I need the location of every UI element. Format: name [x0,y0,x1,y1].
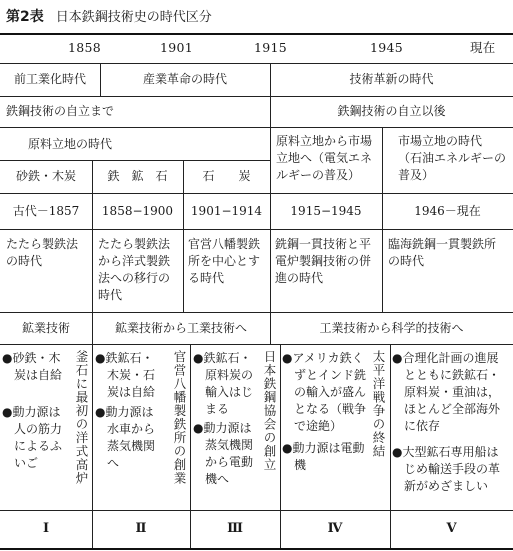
text-line: 木炭・石 [95,368,156,382]
text-line: 新がめざましい [392,479,489,493]
rule [0,63,513,64]
text-line: 法への移行の [98,271,171,285]
tech-industrial-to-scientific: 工業技術から科学的技術へ [319,321,464,335]
detail-5-bullet-1 [392,350,500,435]
divider [92,344,93,548]
text-line: 機へ [193,472,230,486]
text-line: たたら製鉄法 [6,237,79,251]
material-coal: 石 炭 [202,169,251,183]
text-line: 時代 [98,288,123,302]
text-line: ルギーの普及） [276,168,361,182]
text-line: で途絶） [282,419,343,433]
text-line: となる（戦争 [282,402,367,416]
rule [0,193,513,194]
era-preindustrial: 前工業化時代 [13,72,86,86]
text-line: 炭は自給 [95,385,156,399]
text-line: ●大型鉱石専用船は [392,445,499,459]
divider [270,63,271,312]
event-iron-steel-institute: 日本鉄鋼協会の創立 [262,350,277,472]
event-kamaishi: 釜石に最初の洋式高炉 [74,350,89,485]
text-line: まる [193,402,230,416]
text-line: 官営八幡製鉄 [188,237,261,251]
text-line: 人の筋力 [2,422,63,436]
text-line: ●動力源は [2,405,61,419]
table-title [6,6,212,26]
text-line: 原料炭・重油は， [392,385,501,399]
period-numeral-5: Ⅴ [446,521,457,536]
event-war-end: 太平洋戦争の終結 [371,350,386,458]
independence-before: 鉄鋼技術の自立まで [6,104,115,118]
detail-4-bullet-2 [282,440,364,474]
text-line: ●砂鉄・木 [2,351,61,365]
text-line: 炭は自給 [2,368,63,382]
text-line: 普及） [398,168,435,182]
rule [0,510,513,511]
material-ironsand-charcoal: 砂鉄・木炭 [15,169,76,183]
method-1 [6,236,78,270]
text-line: 立地へ（電気エネ [276,151,373,165]
text-line: る時代 [188,271,225,285]
detail-1-bullet-1 [2,350,62,384]
tech-mining: 鉱業技術 [21,321,70,335]
independence-after: 鉄鋼技術の自立以後 [337,104,446,118]
detail-3-bullet-2 [193,420,253,488]
text-line: ●動力源は [193,421,252,435]
era-innovation: 技術革新の時代 [349,72,434,86]
method-2 [98,236,170,304]
rule-top [0,33,513,35]
year-label: 1858 [68,40,102,55]
rule [0,160,270,161]
text-line: に依存 [392,419,441,433]
raw-material-location: 原料立地の時代 [28,137,113,151]
text-line: 銑鋼一貫技術と平 [275,237,372,251]
period-numeral-4: Ⅳ [327,521,343,536]
text-line: 蒸気機関 [95,439,156,453]
detail-2-bullet-2 [95,404,155,472]
period-1: 古代－1857 [12,204,80,218]
divider [190,344,191,548]
market-location [398,133,506,184]
text-line: ●鉄鉱石・ [95,351,154,365]
text-line: いご [2,456,39,470]
detail-5-bullet-2 [392,444,500,495]
text-line: から洋式製鉄 [98,254,171,268]
text-line: 原料立地から市場 [276,134,373,148]
detail-1-bullet-2 [2,404,62,472]
rule [0,127,513,128]
period-numeral-1: Ⅰ [42,521,50,536]
year-label: 1901 [160,40,194,55]
text-line: たたら製鉄法 [98,237,171,251]
year-label: 1945 [370,40,404,55]
text-line: へ [95,456,120,470]
year-label: 現在 [470,40,496,55]
text-line: とともに鉄鉱石・ [392,368,501,382]
text-line: 原料炭の [193,368,254,382]
period-3: 1901−1914 [190,204,263,218]
detail-3-bullet-1 [193,350,253,418]
divider [280,344,281,548]
text-line: （石油エネルギーの [398,151,507,165]
table-caption: 日本鉄鋼技術史の時代区分 [55,10,212,25]
period-2: 1858−1900 [101,204,174,218]
method-3 [188,236,260,287]
text-line: によるふ [2,439,63,453]
text-line: の輸入が盛ん [282,385,367,399]
text-line: ●動力源は電動 [282,441,365,455]
text-line: ●鉄鉱石・ [193,351,252,365]
text-line: 電炉製鋼技術の併 [275,254,372,268]
method-4 [275,236,371,287]
detail-4-bullet-1 [282,350,366,435]
text-line: 市場立地の時代 [398,134,483,148]
text-line: じめ輸送手段の革 [392,462,501,476]
text-line: 輸入はじ [193,385,254,399]
period-5: 1946－現在 [414,204,481,218]
text-line: 所を中心とす [188,254,261,268]
method-5 [388,236,496,270]
text-line: の時代 [6,254,43,268]
era-industrial-revolution: 産業革命の時代 [142,72,227,86]
event-yawata: 官営八幡製鉄所の創業 [172,350,187,485]
rule-bottom [0,548,513,550]
text-line: 機 [282,458,307,472]
text-line: ●アメリカ鉄く [282,351,364,365]
text-line: 蒸気機関 [193,438,254,452]
text-line: ●合理化計画の進展 [392,351,499,365]
period-numeral-2: Ⅱ [135,521,147,536]
rule [0,96,513,97]
period-4: 1915−1945 [290,204,362,218]
text-line: の時代 [388,254,425,268]
text-line: 進の時代 [275,271,324,285]
divider [390,344,391,548]
text-line: ずとインド銑 [282,368,367,382]
table-number: 第2表 [6,9,44,25]
rule [0,312,513,313]
period-numeral-3: Ⅲ [227,521,243,536]
text-line: ほとんど全部海外 [392,402,501,416]
material-iron-ore: 鉄 鉱 石 [107,169,168,183]
detail-2-bullet-1 [95,350,155,401]
text-line: 臨海銑鋼一貫製鉄所 [388,237,497,251]
rule [0,344,513,345]
tech-mining-to-industrial: 鉱業技術から工業技術へ [114,321,247,335]
text-line: から電動 [193,455,254,469]
text-line: ●動力源は [95,405,154,419]
text-line: 水車から [95,422,156,436]
year-label: 1915 [254,40,288,55]
rule [0,229,513,230]
transition-location [276,133,372,184]
